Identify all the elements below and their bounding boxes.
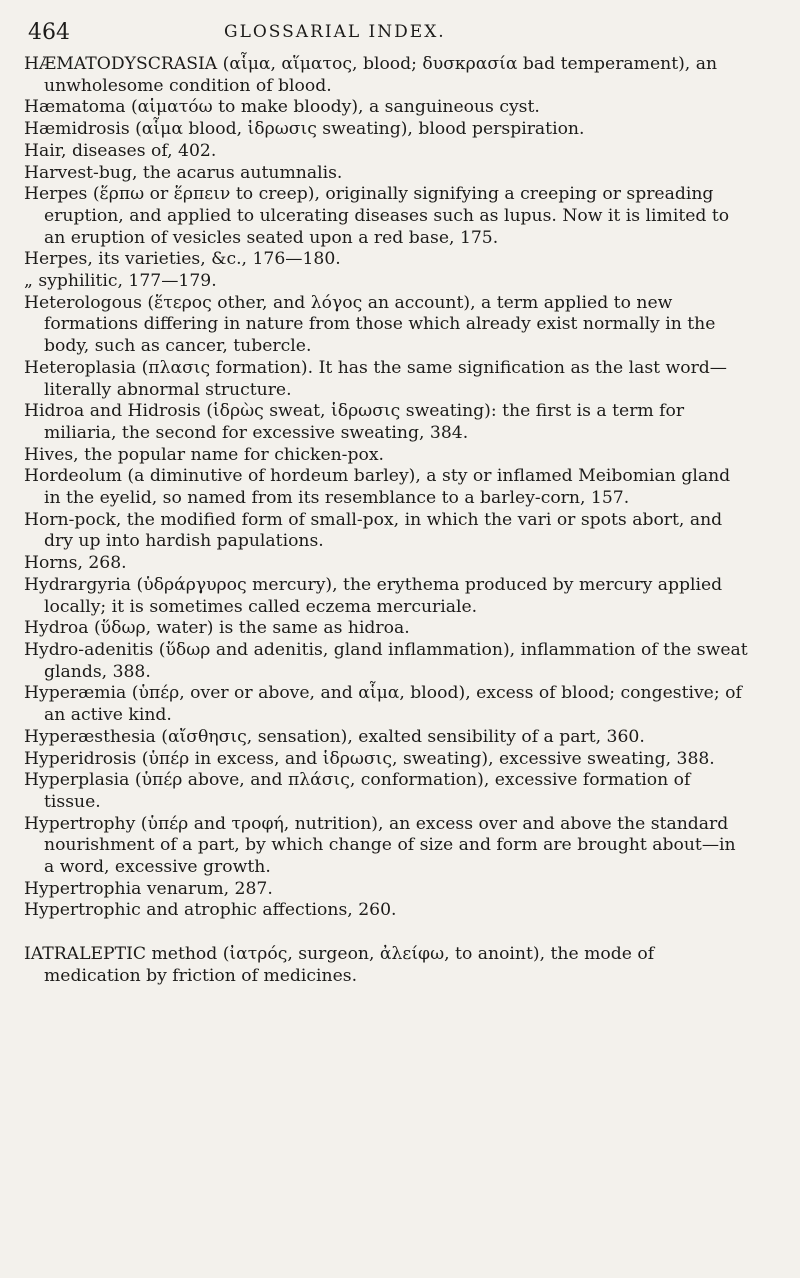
glossary-entry: Hydrargyria (ὑδράργυρος mercury), the erythema produced by mercury applied locally; it is sometimes called eczema mercuriale. bbox=[24, 574, 723, 617]
glossary-entry: Herpes, its varieties, &c., 176—180. bbox=[24, 249, 341, 270]
glossary-entry: Hair, diseases of, 402. bbox=[24, 140, 217, 161]
glossary-entry: Hordeolum (a diminutive of hordeum barley), a sty or inflamed Meibomian gland in the eyelid, so named from its resemblance to a barley-corn, 157. bbox=[24, 466, 731, 509]
page-header bbox=[24, 0, 748, 46]
glossary-entry: Hydroa (ὕδωρ, water) is the same as hidroa. bbox=[24, 618, 410, 639]
glossary-entry: Hyperæmia (ὑπέρ, over or above, and αἷμα, blood), excess of blood; congestive; of an active kind. bbox=[24, 683, 742, 726]
running-title: GLOSSARIAL INDEX. bbox=[224, 22, 446, 42]
glossary-entry: Hypertrophia venarum, 287. bbox=[24, 878, 273, 899]
glossary-entry: Hypertrophy (ὑπέρ and τροφή, nutrition), an excess over and above the standard nourishment of a part, by which change of size and form are brought about—in a word, excessive growth. bbox=[24, 813, 736, 878]
glossary-entry: „ syphilitic, 177—179. bbox=[24, 271, 217, 292]
glossary-entry: Horn-pock, the modified form of small-pox, in which the vari or spots abort, and dry up into hardish papulations. bbox=[24, 509, 723, 552]
glossary-entry: Heteroplasia (πλασις formation). It has the same signification as the last word—literally abnormal structure. bbox=[24, 357, 727, 400]
glossary-entry: Hyperplasia (ὑπέρ above, and πλάσις, conformation), excessive formation of tissue. bbox=[24, 770, 691, 812]
glossary-entry: Hypertrophic and atrophic affections, 260. bbox=[24, 900, 397, 921]
glossary-entry: Hæmatoma (αἱματόω to make bloody), a sanguineous cyst. bbox=[24, 97, 540, 118]
glossary-entry: Hives, the popular name for chicken-pox. bbox=[24, 444, 384, 465]
glossary-entry: IATRALEPTIC method (ἰατρός, surgeon, ἀλείφω, to anoint), the mode of medication by friction of medicines. bbox=[24, 944, 655, 986]
glossary-entry: Hidroa and Hidrosis (ἱδρὼς sweat, ἱδρωσις sweating): the first is a term for miliaria, the second for excessive sweating, 384. bbox=[24, 401, 685, 443]
glossary-entry: Herpes (ἕρπω or ἕρπειν to creep), originally signifying a creeping or spreading eruption, and applied to ulcerating diseases such as lupus. Now it is limited to an eruption of vesicles seated upon a red base, 175. bbox=[24, 184, 730, 248]
page-number: 464 bbox=[28, 20, 70, 45]
glossary-entry: Hyperidrosis (ὑπέρ in excess, and ἱδρωσις, sweating), excessive sweating, 388. bbox=[24, 748, 715, 769]
glossary-entry: Hæmidrosis (αἷμα blood, ἱδρωσις sweating), blood perspiration. bbox=[24, 119, 585, 140]
glossary-entry: HÆMATODYSCRASIA (αἷμα, αἵματος, blood; δυσκρασία bad temperament), an unwholesome condition of blood. bbox=[24, 54, 718, 96]
glossary-entry: Harvest-bug, the acarus autumnalis. bbox=[24, 162, 343, 183]
glossary-entry: Hyperæsthesia (αἴσθησις, sensation), exalted sensibility of a part, 360. bbox=[24, 726, 645, 747]
glossary-entry: Hydro-adenitis (ὕδωρ and adenitis, gland inflammation), inflammation of the sweat glands, 388. bbox=[24, 639, 748, 682]
glossary-entry: Heterologous (ἕτερος other, and λόγος an account), a term applied to new formations differing in nature from those which already exist normally in the body, such as cancer, tubercle. bbox=[24, 292, 716, 357]
glossary-entry: Horns, 268. bbox=[24, 553, 127, 574]
glossary-entries bbox=[24, 54, 748, 988]
